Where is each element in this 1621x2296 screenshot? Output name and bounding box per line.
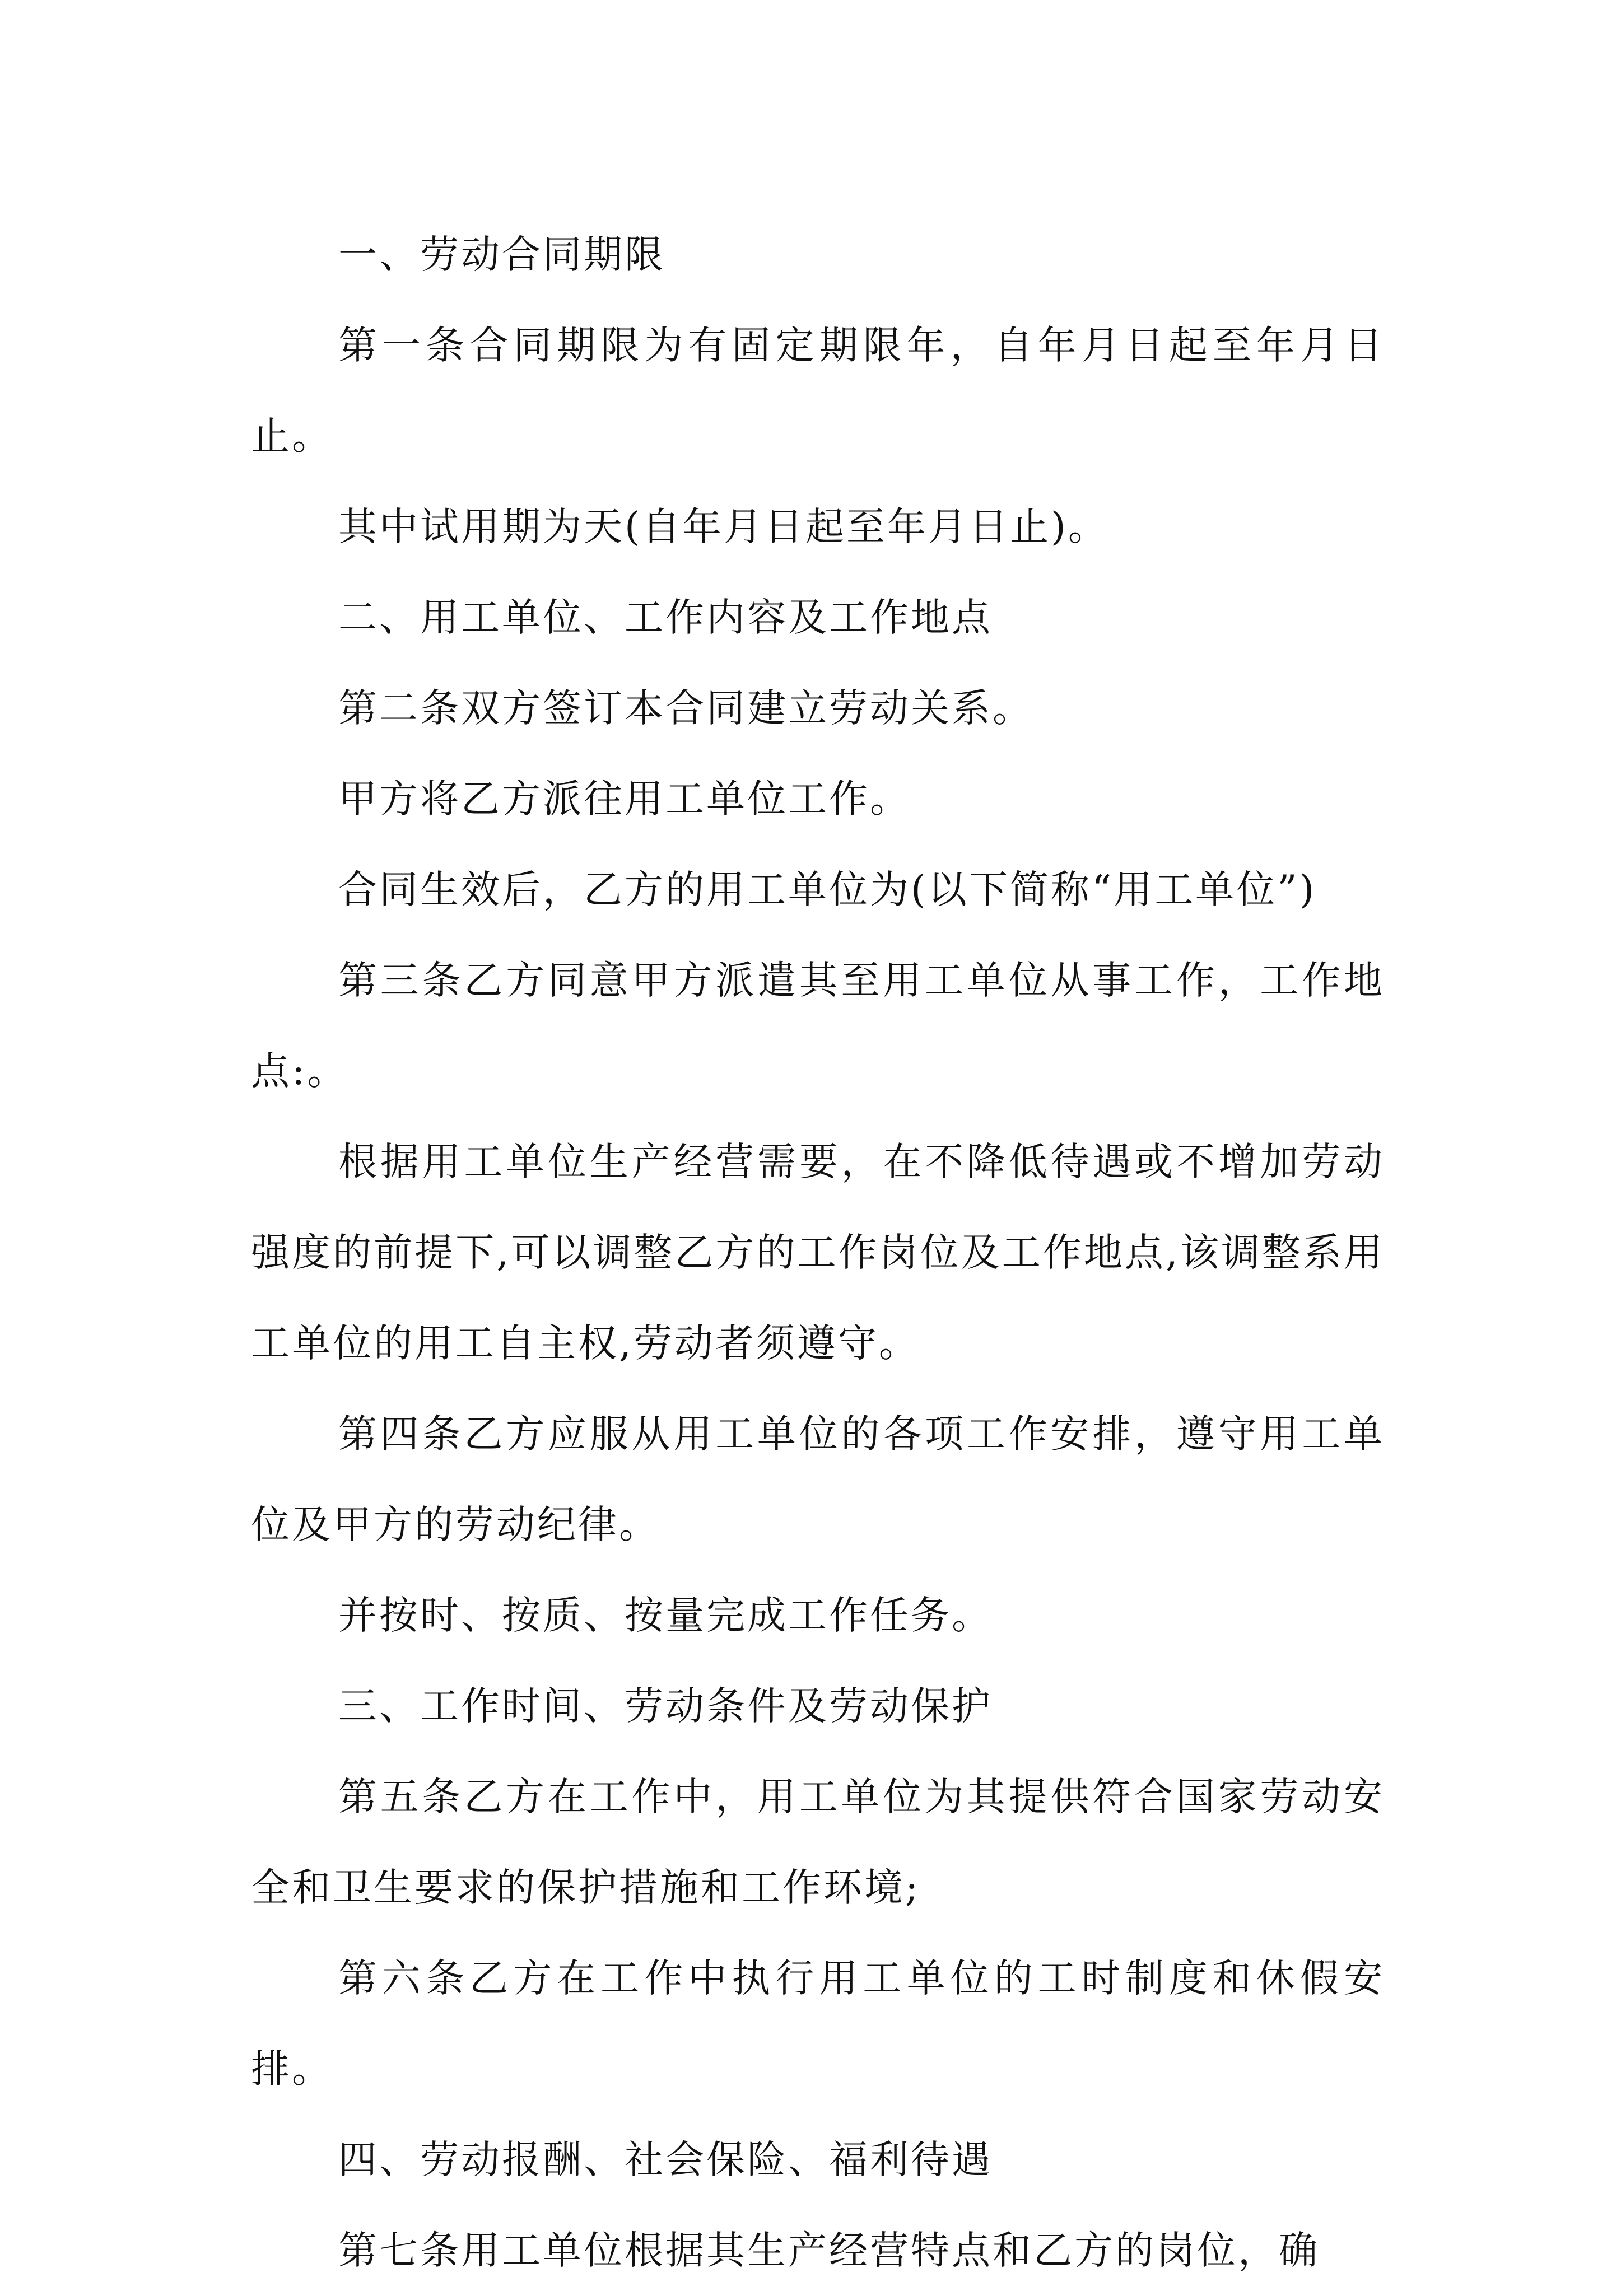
section-heading-remuneration: 四、劳动报酬、社会保险、福利待遇: [338, 2138, 993, 2182]
section-heading-working-time: 三、工作时间、劳动条件及劳动保护: [338, 1684, 993, 1729]
dispatch-paragraph: 甲方将乙方派往用工单位工作。: [338, 777, 911, 822]
section-heading-contract-term: 一、劳动合同期限: [338, 232, 665, 277]
article-7: 第七条用工单位根据其生产经营特点和乙方的岗位，确: [338, 2228, 1320, 2273]
document-body: [251, 209, 1385, 2296]
article-6: 第六条乙方在工作中执行用工单位的工时制度和休假安排。: [251, 1956, 1385, 2092]
adjustment-paragraph: 根据用工单位生产经营需要，在不降低待遇或不增加劳动强度的前提下,可以调整乙方的工作岗位及工作地点,该调整系用工单位的用工自主权,劳动者须遵守。: [251, 1140, 1385, 1366]
article-4: 第四条乙方应服从用工单位的各项工作安排，遵守用工单位及甲方的劳动纪律。: [251, 1412, 1385, 1547]
section-heading-employer-work: 二、用工单位、工作内容及工作地点: [338, 595, 993, 640]
article-3: 第三条乙方同意甲方派遣其至用工单位从事工作，工作地点:。: [251, 958, 1385, 1094]
article-5: 第五条乙方在工作中，用工单位为其提供符合国家劳动安全和卫生要求的保护措施和工作环境;: [251, 1775, 1385, 1910]
probation-paragraph: 其中试用期为天(自年月日起至年月日止)。: [338, 505, 1109, 549]
task-completion-paragraph: 并按时、按质、按量完成工作任务。: [338, 1593, 993, 1638]
employer-unit-paragraph: 合同生效后，乙方的用工单位为(以下简称“用工单位”): [338, 867, 1317, 912]
article-1: 第一条合同期限为有固定期限年，自年月日起至年月日止。: [251, 323, 1385, 459]
article-2: 第二条双方签订本合同建立劳动关系。: [338, 686, 1033, 731]
